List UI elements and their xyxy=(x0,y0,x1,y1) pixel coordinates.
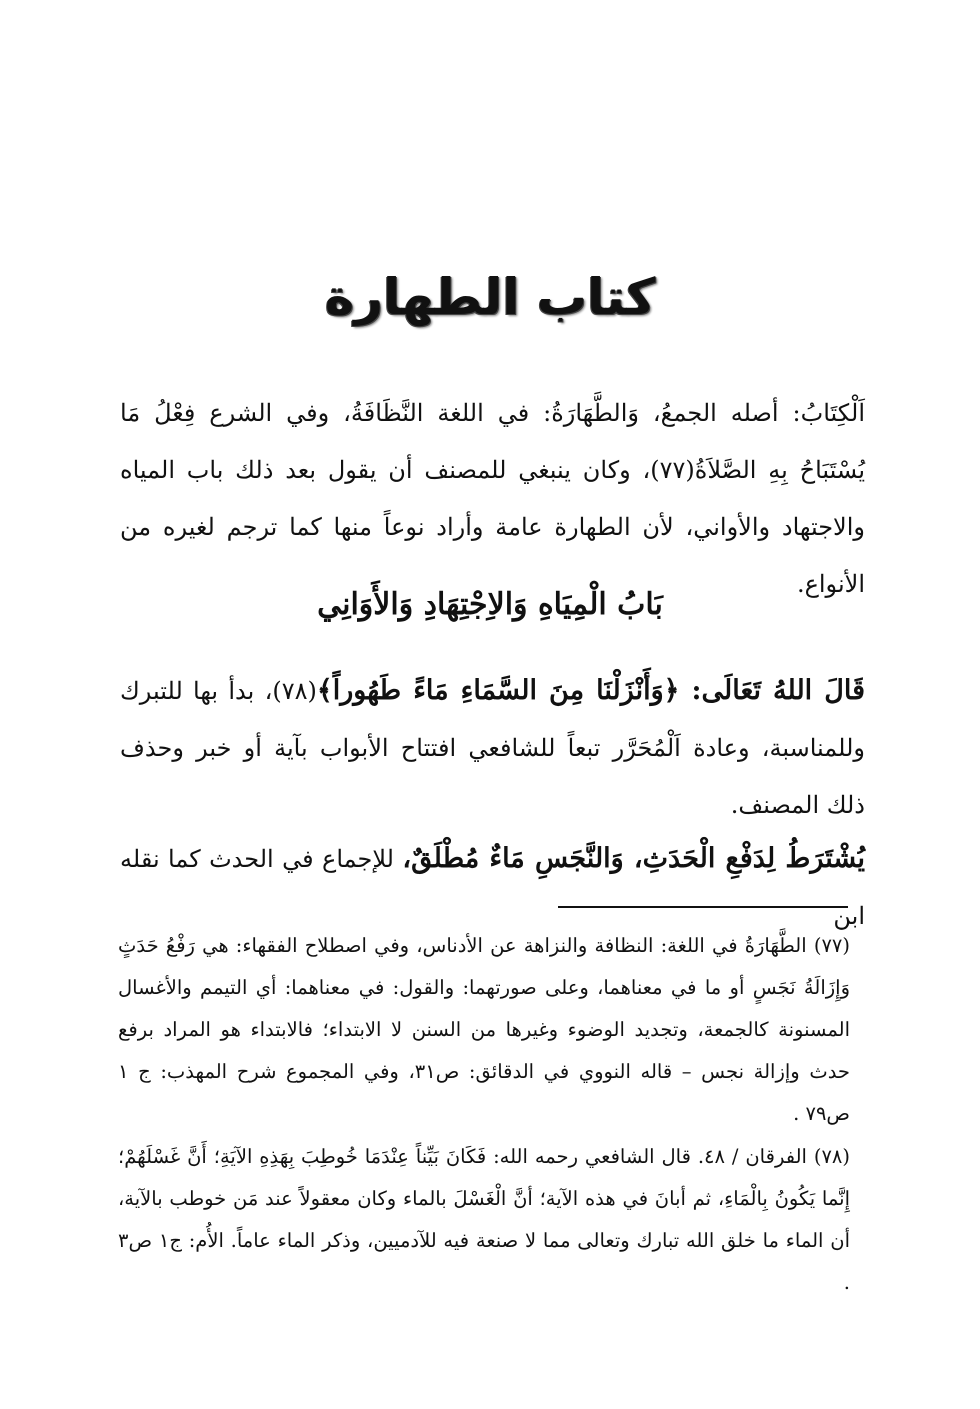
rule-text-rest: للإجماع في الحدث كما نقله ابن xyxy=(120,845,865,930)
book-title: كتاب الطهارة xyxy=(324,268,656,326)
footnote-78: (٧٨) الفرقان / ٤٨. قال الشافعي رحمه الله: فَكَانَ بَيِّناً عِنْدَمَا خُوطِبَ بِهَذِهِ الآيَةِ؛ أَنَّ غَسْلَهُمْ؛ إِنَّما يَكُونُ بِالْمَاءِ، ثم أبانَ في هذه الآية؛ أنَّ الْغَسْلَ بالماء وكان معقولاً عند مَن خوطب بالآية، أن الماء ما خلق الله تبارك وتعالى مما لا صنعة فيه للآدميين، وذكر الماء عاماً. الأُم: ج١ ص٣ . xyxy=(118,1145,850,1294)
quran-verse: قَالَ اللهُ تَعَالَى: ﴿وَأَنْزَلْنَا مِنَ السَّمَاءِ مَاءً طَهُوراً﴾ xyxy=(316,675,865,706)
intro-paragraph: اَلْكِتَابُ: أصله الجمعُ، وَالطَّهَارَةُ: في اللغة النَّظَافَةُ، وفي الشرع فِعْلُ مَا يُسْتَبَاحُ بِهِ الصَّلاَةُ(٧٧)، وكان ينبغي للمصنف أن يقول بعد ذلك باب المياه والاجتهاد والأواني، لأن الطهارة عامة وأراد نوعاً منها كما ترجم لغيره من الأنواع. xyxy=(120,399,865,598)
quran-paragraph xyxy=(120,662,865,834)
chapter-heading: بَابُ الْمِيَاهِ وَالاِجْتِهَادِ وَالأَوَانِي xyxy=(317,587,663,622)
footnote-separator xyxy=(558,906,848,908)
footnote-77: (٧٧) الطَّهَارَةُ في اللغة: النظافة والنزاهة عن الأدناس، وفي اصطلاح الفقهاء: هي رَفْعُ حَدَثٍ وَإِزَالَةُ نَجَسٍ أو ما في معناهما، وعلى صورتهما: والقول: في معناهما: أي التيمم والأغسال المسنونة كالجمعة، وتجديد الوضوء وغيرها من السنن لا الابتداء؛ فالابتداء هو المراد برفع حدث وإزالة نجس – قاله النووي في الدقائق: ص٣١، وفي المجموع شرح المهذب: ج ١ ص٧٩ . xyxy=(118,934,850,1125)
quran-commentary: (٧٨)، بدأ بها للتبرك وللمناسبة، وعادة اَلْمُحَرَّر تبعاً للشافعي افتتاح الأبواب بآية أو خبر وحذف ذلك المصنف. xyxy=(120,677,865,819)
rule-text-main: يُشْتَرَطُ لِدَفْعِ الْحَدَثِ، وَالنَّجَسِ مَاءٌ مُطْلَقٌ، xyxy=(402,843,866,874)
